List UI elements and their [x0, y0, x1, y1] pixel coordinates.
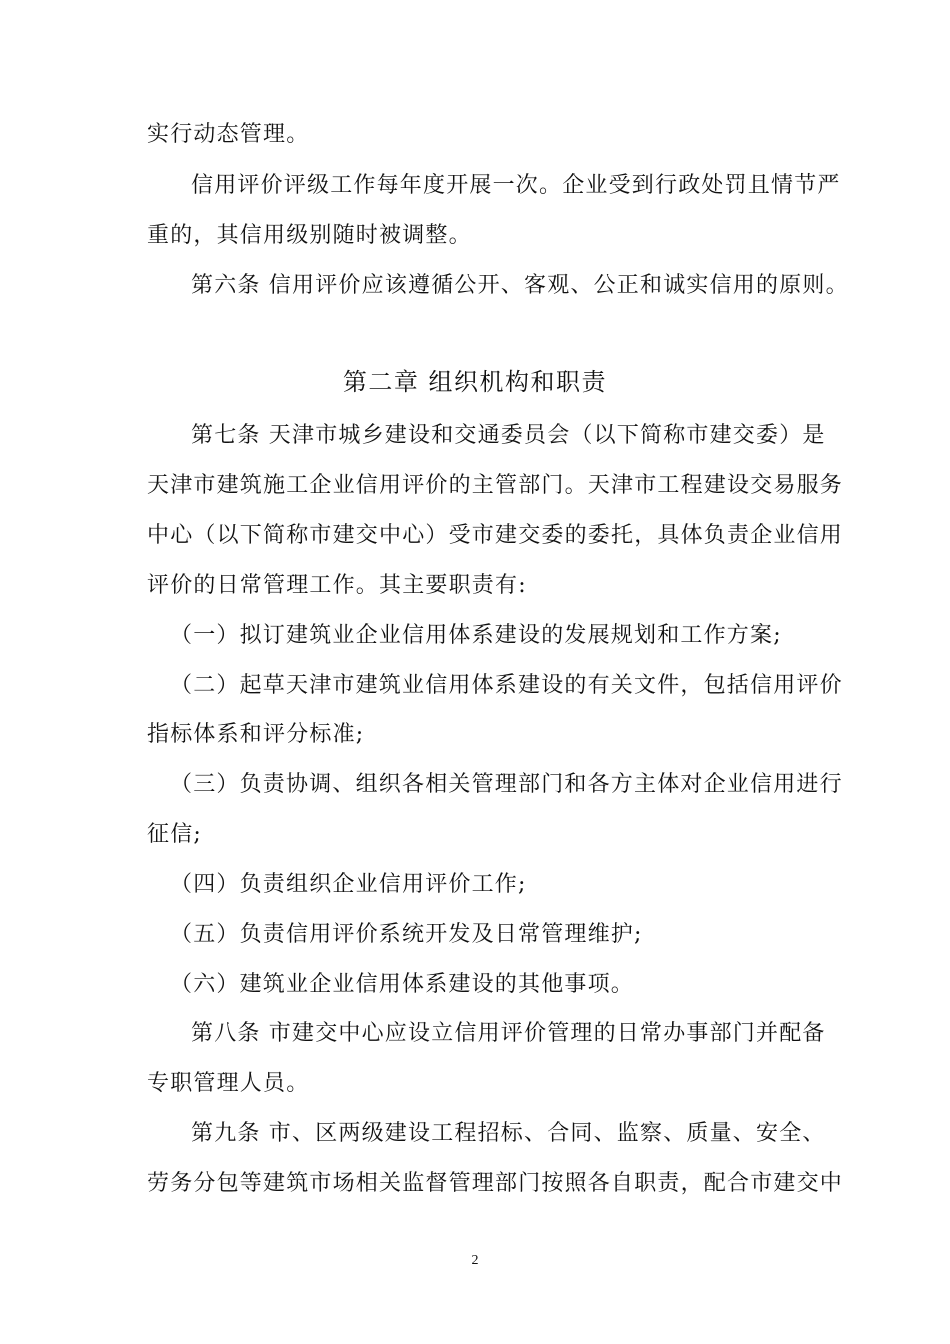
- list-item: （一）拟订建筑业企业信用体系建设的发展规划和工作方案;: [170, 623, 782, 648]
- article-9-line: 第九条 市、区两级建设工程招标、合同、监察、质量、安全、: [191, 1121, 826, 1146]
- chapter-heading: 第二章 组织机构和职责: [342, 368, 608, 396]
- list-item: （二）起草天津市建筑业信用体系建设的有关文件，包括信用评价: [170, 673, 843, 698]
- list-item: （四）负责组织企业信用评价工作;: [170, 872, 527, 897]
- list-item: （三）负责协调、组织各相关管理部门和各方主体对企业信用进行: [170, 772, 843, 797]
- paragraph-line: 指标体系和评分标准;: [147, 722, 365, 747]
- article-7-line: 第七条 天津市城乡建设和交通委员会（以下简称市建交委）是: [191, 423, 826, 448]
- list-item: （五）负责信用评价系统开发及日常管理维护;: [170, 922, 643, 947]
- paragraph-line: 重的，其信用级别随时被调整。: [147, 223, 472, 248]
- paragraph-line: 中心（以下简称市建交中心）受市建交委的委托，具体负责企业信用: [147, 523, 844, 548]
- paragraph-line: 劳务分包等建筑市场相关监督管理部门按照各自职责，配合市建交中: [147, 1171, 844, 1196]
- page-number: 2: [471, 1253, 479, 1268]
- article-6-line: 第六条 信用评价应该遵循公开、客观、公正和诚实信用的原则。: [191, 273, 849, 298]
- paragraph-line: 征信;: [147, 822, 203, 847]
- paragraph-line: 评价的日常管理工作。其主要职责有:: [147, 573, 527, 598]
- paragraph-line: 实行动态管理。: [147, 122, 310, 147]
- article-8-line: 第八条 市建交中心应设立信用评价管理的日常办事部门并配备: [191, 1021, 826, 1046]
- paragraph-line: 天津市建筑施工企业信用评价的主管部门。天津市工程建设交易服务: [147, 473, 844, 498]
- paragraph-line: 信用评价评级工作每年度开展一次。企业受到行政处罚且情节严: [191, 173, 841, 198]
- list-item: （六）建筑业企业信用体系建设的其他事项。: [170, 972, 635, 997]
- paragraph-line: 专职管理人员。: [147, 1071, 310, 1096]
